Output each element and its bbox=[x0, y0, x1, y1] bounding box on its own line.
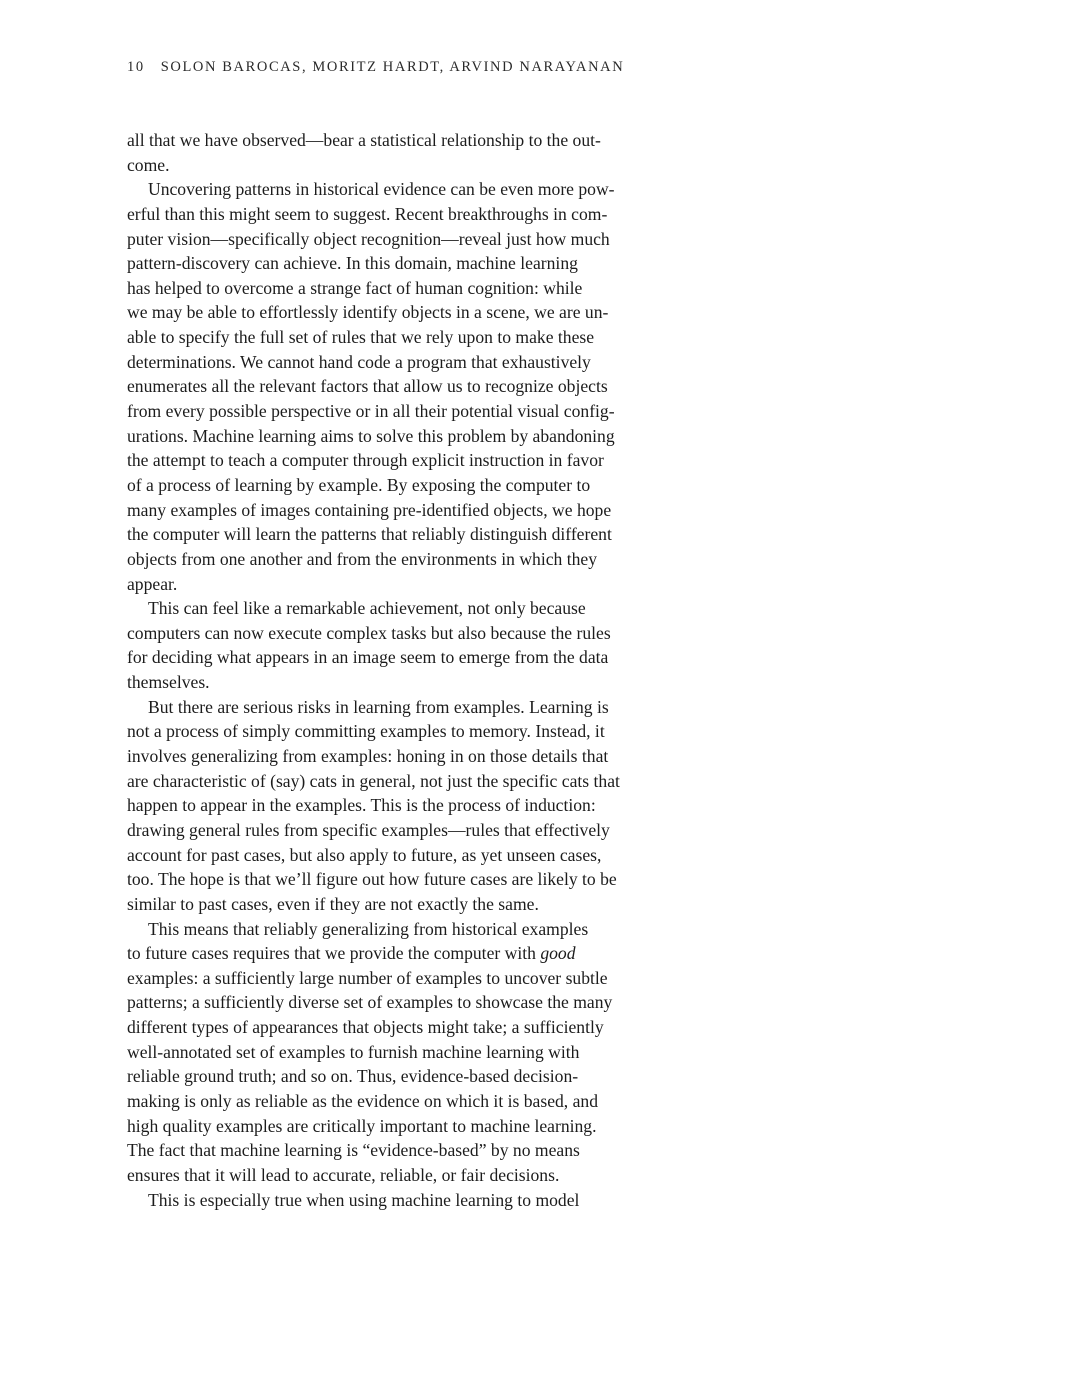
text-line-content: determinations. We cannot hand code a program that exhaustively bbox=[127, 351, 591, 372]
text-line-content: similar to past cases, even if they are not exactly the same. bbox=[127, 893, 539, 914]
text-line-content: This can feel like a remarkable achievement, not only because bbox=[148, 598, 586, 619]
text-line-content: has helped to overcome a strange fact of human cognition: while bbox=[127, 277, 583, 298]
text-line bbox=[127, 177, 687, 202]
text-line-content: patterns; a sufficiently diverse set of examples to showcase the many bbox=[127, 992, 613, 1013]
text-line bbox=[127, 941, 687, 966]
text-line-content: Uncovering patterns in historical evidence can be even more pow- bbox=[148, 179, 615, 200]
text-line bbox=[127, 300, 687, 325]
text-line bbox=[127, 399, 687, 424]
text-line bbox=[127, 645, 687, 670]
text-line-content: reliable ground truth; and so on. Thus, evidence-based decision- bbox=[127, 1066, 579, 1087]
author-names: SOLON BAROCAS, MORITZ HARDT, ARVIND NARAYANAN bbox=[160, 59, 625, 75]
text-line-content: the attempt to teach a computer through explicit instruction in favor bbox=[127, 450, 604, 471]
text-line bbox=[127, 695, 687, 720]
text-line-content: The fact that machine learning is “evidence-based” by no means bbox=[127, 1140, 580, 1161]
text-line-content: enumerates all the relevant factors that allow us to recognize objects bbox=[127, 376, 608, 397]
text-line bbox=[127, 153, 687, 178]
text-line bbox=[127, 522, 687, 547]
text-line-content: not a process of simply committing examples to memory. Instead, it bbox=[127, 721, 605, 742]
text-line-content: from every possible perspective or in all their potential visual config- bbox=[127, 401, 615, 422]
text-line-content: urations. Machine learning aims to solve this problem by abandoning bbox=[127, 425, 615, 446]
text-line bbox=[127, 572, 687, 597]
text-line bbox=[127, 1089, 687, 1114]
text-line bbox=[127, 473, 687, 498]
text-line bbox=[127, 276, 687, 301]
text-line bbox=[127, 1064, 687, 1089]
text-line bbox=[127, 498, 687, 523]
text-line-content: many examples of images containing pre-identified objects, we hope bbox=[127, 499, 612, 520]
text-line-content: happen to appear in the examples. This is the process of induction: bbox=[127, 795, 596, 816]
text-line-content: able to specify the full set of rules that we rely upon to make these bbox=[127, 327, 595, 348]
text-line-content: well-annotated set of examples to furnish machine learning with bbox=[127, 1041, 580, 1062]
text-line-content: are characteristic of (say) cats in general, not just the specific cats that bbox=[127, 770, 620, 791]
text-line-content: for deciding what appears in an image seem to emerge from the data bbox=[127, 647, 609, 668]
text-line bbox=[127, 966, 687, 991]
text-line-content: involves generalizing from examples: honing in on those details that bbox=[127, 746, 609, 767]
text-line bbox=[127, 818, 687, 843]
text-line-content: erful than this might seem to suggest. Recent breakthroughs in com- bbox=[127, 203, 608, 224]
text-line bbox=[127, 424, 687, 449]
text-line-content: to future cases requires that we provide the computer with bbox=[127, 943, 541, 964]
text-line-content: making is only as reliable as the evidence on which it is based, and bbox=[127, 1090, 598, 1111]
text-line bbox=[127, 251, 687, 276]
text-line bbox=[127, 1015, 687, 1040]
text-line bbox=[127, 325, 687, 350]
text-line bbox=[127, 1114, 687, 1139]
text-line bbox=[127, 1040, 687, 1065]
text-line bbox=[127, 719, 687, 744]
text-line bbox=[127, 744, 687, 769]
text-line bbox=[127, 1163, 687, 1188]
body-text bbox=[127, 128, 687, 1212]
text-line bbox=[127, 670, 687, 695]
text-line-content: ensures that it will lead to accurate, reliable, or fair decisions. bbox=[127, 1164, 560, 1185]
text-line-content: This is especially true when using machine learning to model bbox=[148, 1189, 580, 1210]
text-line-content: appear. bbox=[127, 573, 178, 594]
emphasized-word: good bbox=[540, 943, 576, 964]
text-line bbox=[127, 793, 687, 818]
text-line-content: come. bbox=[127, 154, 170, 175]
text-line-content: objects from one another and from the environments in which they bbox=[127, 548, 598, 569]
text-line-content: computers can now execute complex tasks but also because the rules bbox=[127, 622, 611, 643]
text-line-content: drawing general rules from specific examples—rules that effectively bbox=[127, 819, 610, 840]
text-line-content: puter vision—specifically object recognition—reveal just how much bbox=[127, 228, 610, 249]
text-line bbox=[127, 227, 687, 252]
text-line-content: too. The hope is that we’ll figure out how future cases are likely to be bbox=[127, 869, 617, 890]
text-line-content: This means that reliably generalizing from historical examples bbox=[148, 918, 589, 939]
text-line-content: account for past cases, but also apply to future, as yet unseen cases, bbox=[127, 844, 602, 865]
text-line bbox=[127, 1188, 687, 1213]
text-line bbox=[127, 448, 687, 473]
text-line bbox=[127, 843, 687, 868]
text-line bbox=[127, 547, 687, 572]
text-line-content: themselves. bbox=[127, 672, 210, 693]
text-line bbox=[127, 990, 687, 1015]
text-line bbox=[127, 769, 687, 794]
text-line-content: we may be able to effortlessly identify objects in a scene, we are un- bbox=[127, 302, 609, 323]
text-line-content: of a process of learning by example. By exposing the computer to bbox=[127, 474, 591, 495]
text-line-content: high quality examples are critically important to machine learning. bbox=[127, 1115, 597, 1136]
text-line bbox=[127, 202, 687, 227]
text-line bbox=[127, 374, 687, 399]
text-line-content: different types of appearances that objects might take; a sufficiently bbox=[127, 1017, 604, 1038]
text-line-content: the computer will learn the patterns that reliably distinguish different bbox=[127, 524, 612, 545]
text-line bbox=[127, 350, 687, 375]
text-line bbox=[127, 867, 687, 892]
page-number: 10 bbox=[127, 59, 145, 75]
text-line bbox=[127, 892, 687, 917]
text-line bbox=[127, 621, 687, 646]
text-line bbox=[127, 917, 687, 942]
text-line-content: examples: a sufficiently large number of examples to uncover subtle bbox=[127, 967, 608, 988]
text-line-content: pattern-discovery can achieve. In this domain, machine learning bbox=[127, 253, 578, 274]
text-line-content: all that we have observed—bear a statistical relationship to the out- bbox=[127, 130, 601, 150]
text-line bbox=[127, 128, 687, 153]
text-line-content: But there are serious risks in learning from examples. Learning is bbox=[148, 696, 609, 717]
text-line bbox=[127, 1138, 687, 1163]
text-line bbox=[127, 596, 687, 621]
running-header bbox=[127, 58, 624, 76]
